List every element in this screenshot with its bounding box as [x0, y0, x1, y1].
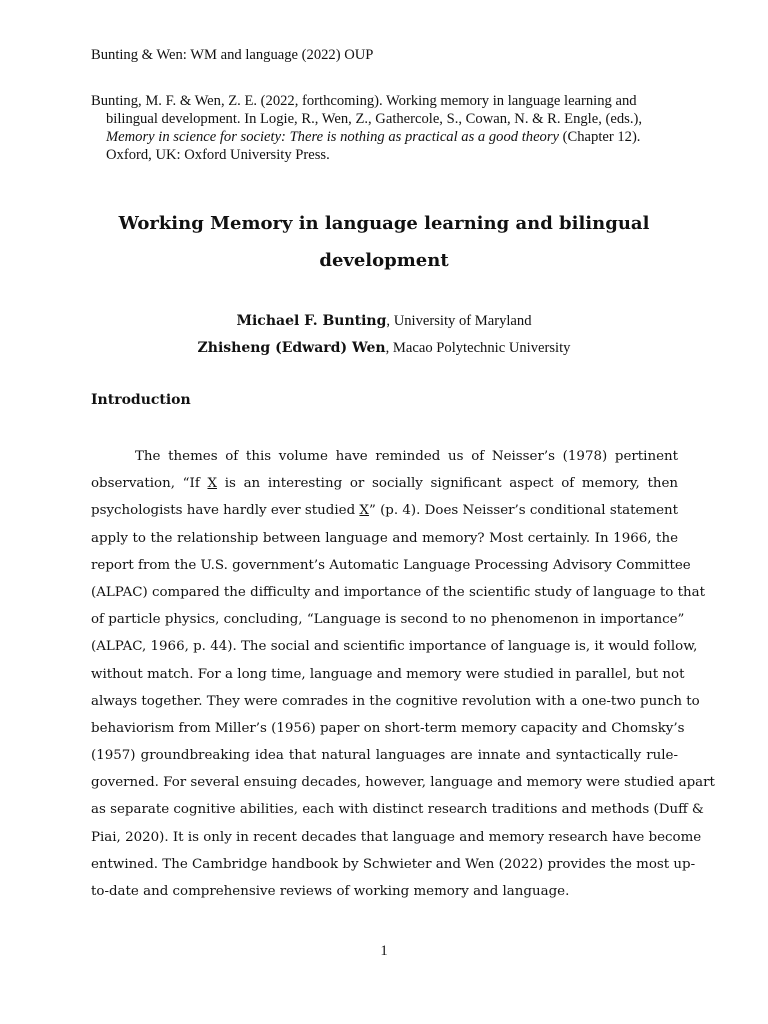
author-affiliation: , University of Maryland — [386, 313, 532, 329]
citation-line: Bunting, M. F. & Wen, Z. E. (2022, forthcoming). Working memory in language learning and — [91, 93, 637, 109]
citation-line — [91, 128, 681, 146]
page-number: 1 — [380, 943, 388, 959]
body-line: entwined. The Cambridge handbook by Schwieter and Wen (2022) provides the most up- — [91, 856, 696, 872]
title-line: Working Memory in language learning and bilingual — [118, 213, 650, 234]
author-entry — [91, 308, 677, 335]
body-line — [91, 470, 678, 497]
body-line: of particle physics, concluding, “Language is second to no phenomenon in importance” — [91, 612, 685, 628]
body-line: behaviorism from Miller’s (1956) paper on short-term memory capacity and Chomsky’s — [91, 720, 685, 736]
citation-line: bilingual development. In Logie, R., Wen, Z., Gathercole, S., Cowan, N. & R. Engle, (eds.), — [106, 111, 642, 127]
body-line: (ALPAC, 1966, p. 44). The social and scientific importance of language is, it would follow, — [91, 639, 698, 655]
body-line: (1957) groundbreaking idea that natural languages are innate and syntactically rule- — [91, 748, 678, 764]
text-run: psychologists have hardly ever studied — [91, 503, 360, 519]
citation-line: Oxford, UK: Oxford University Press. — [106, 147, 330, 163]
body-line: report from the U.S. government’s Automatic Language Processing Advisory Committee — [91, 557, 691, 573]
text-run: ” (p. 4). Does Neisser’s conditional statement — [368, 503, 678, 519]
running-header: Bunting & Wen: WM and language (2022) OUP — [91, 47, 374, 63]
underlined-text: X — [359, 503, 369, 519]
body-line: without match. For a long time, language and memory were studied in parallel, but not — [91, 666, 685, 682]
body-paragraph — [91, 443, 715, 905]
body-line: to-date and comprehensive reviews of working memory and language. — [91, 884, 570, 899]
paper-title — [91, 205, 677, 279]
book-title: Memory in science for society: There is nothing as practical as a good theory — [106, 129, 559, 145]
section-heading: Introduction — [91, 392, 191, 408]
underlined-text: X — [207, 476, 218, 492]
author-name: Michael F. Bunting — [236, 313, 387, 329]
citation-block — [91, 92, 681, 164]
body-line: always together. They were comrades in the cognitive revolution with a one-two punch to — [91, 693, 700, 709]
body-line: Piai, 2020). It is only in recent decades that language and memory research have become — [91, 829, 702, 845]
chapter-info: (Chapter 12). — [559, 129, 641, 145]
body-line — [91, 497, 678, 524]
body-line: The themes of this volume have reminded us of Neisser’s (1978) pertinent — [135, 449, 678, 464]
body-line: as separate cognitive abilities, each with distinct research traditions and methods (Duff & — [91, 802, 704, 818]
author-entry — [91, 335, 677, 362]
text-run: observation, “If — [91, 476, 208, 492]
text-run: is an interesting or socially significant aspect of memory, then — [217, 476, 679, 492]
author-list — [91, 308, 677, 362]
body-line: (ALPAC) compared the difficulty and importance of the scientific study of language to that — [91, 584, 705, 600]
body-line: apply to the relationship between language and memory? Most certainly. In 1966, the — [91, 530, 678, 546]
author-affiliation: , Macao Polytechnic University — [385, 340, 571, 356]
title-line: development — [319, 250, 449, 271]
body-line: governed. For several ensuing decades, however, language and memory were studied apart — [91, 775, 715, 791]
author-name: Zhisheng (Edward) Wen — [197, 340, 386, 356]
